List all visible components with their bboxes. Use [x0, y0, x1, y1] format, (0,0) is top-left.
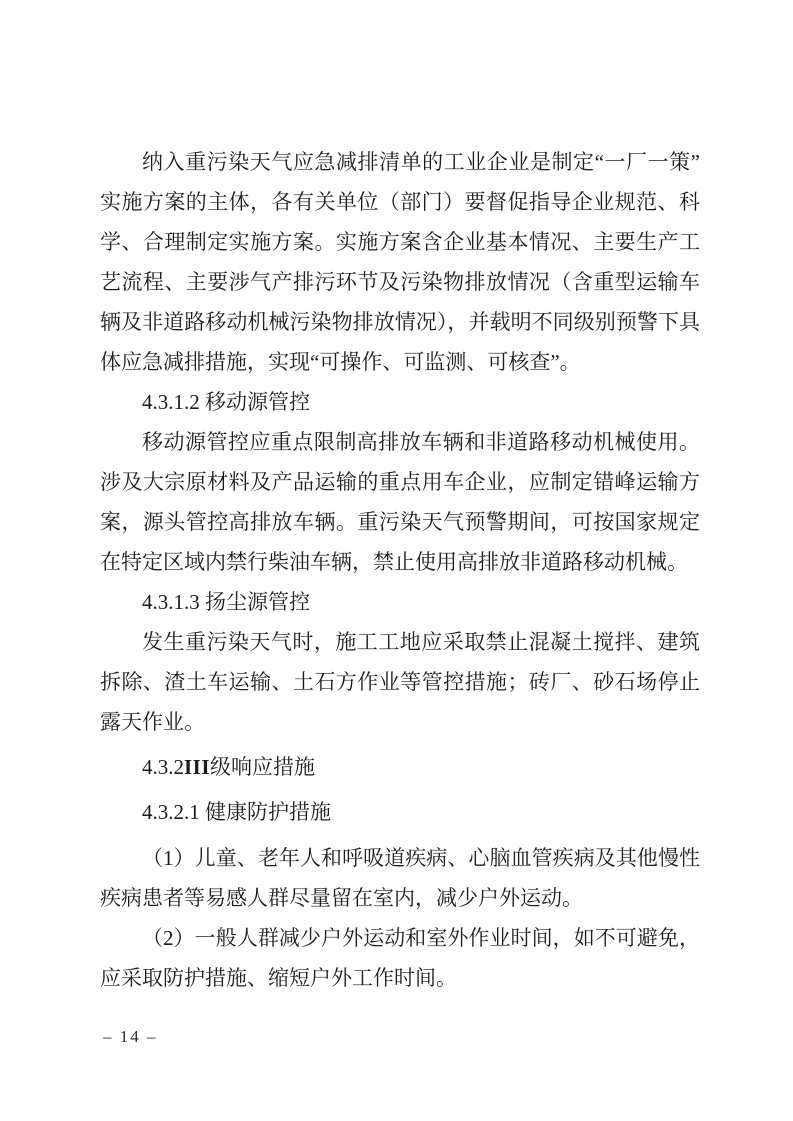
heading-number: 4.3.2	[142, 755, 184, 779]
paragraph-enterprise-plan: 纳入重污染天气应急减排清单的工业企业是制定“一厂一策”实施方案的主体，各有关单位（部门）要督促指导企业规范、科学、合理制定实施方案。实施方案含企业基本情况、主要生产工艺流程、主要涉气产排污环节及污染物排放情况（含重型运输车辆及非道路移动机械污染物排放情况），并载明不同级别预警下具体应急减排措施，实现“可操作、可监测、可核查”。	[100, 150, 700, 374]
heading-4-3-1-2-mobile-source-control: 4.3.1.2 移动源管控	[142, 390, 310, 414]
content-area	[100, 142, 700, 998]
heading-4-3-2-1-health-protection: 4.3.2.1 健康防护措施	[142, 800, 331, 824]
paragraph-health-item-1: （1）儿童、老年人和呼吸道疾病、心脑血管疾病及其他慢性疾病患者等易感人群尽量留在室内，减少户外运动。	[100, 846, 700, 910]
heading-roman-numeral: III	[184, 755, 211, 779]
heading-4-3-1-3-dust-source-control: 4.3.1.3 扬尘源管控	[142, 590, 310, 614]
paragraph-mobile-source-control: 移动源管控应重点限制高排放车辆和非道路移动机械使用。涉及大宗原材料及产品运输的重点用车企业，应制定错峰运输方案，源头管控高排放车辆。重污染天气预警期间，可按国家规定在特定区域内禁行柴油车辆，禁止使用高排放非道路移动机械。	[100, 430, 700, 574]
paragraph-health-item-2: （2）一般人群减少户外运动和室外作业时间，如不可避免，应采取防护措施、缩短户外工作时间。	[100, 926, 700, 990]
page-number: – 14 –	[103, 1027, 158, 1046]
heading-4-3-2-level-iii-response	[100, 747, 700, 787]
heading-title-text: 级响应措施	[210, 755, 316, 779]
paragraph-dust-source-control: 发生重污染天气时，施工工地应采取禁止混凝土搅拌、建筑拆除、渣土车运输、土石方作业等管控措施；砖厂、砂石场停止露天作业。	[100, 630, 700, 734]
